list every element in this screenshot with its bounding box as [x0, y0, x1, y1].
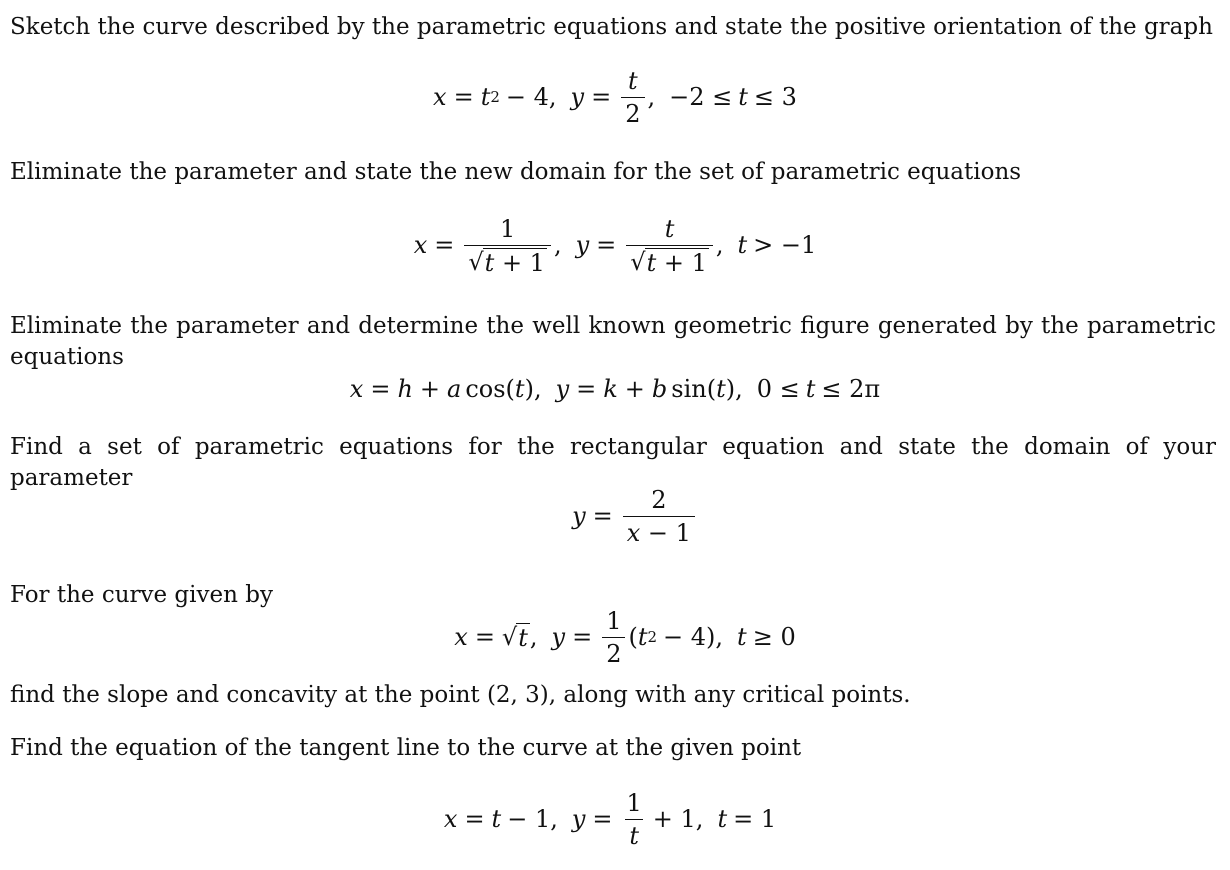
fraction-numerator: 2: [651, 485, 667, 514]
var-x: x: [433, 83, 447, 111]
fraction-denominator: [626, 245, 713, 276]
fraction-denominator: 2: [621, 97, 644, 128]
problem-6-equation: [0, 786, 1230, 852]
equals-sign: =: [434, 231, 455, 259]
comma: ,: [529, 623, 538, 651]
var-y: y: [571, 805, 586, 833]
var-y: y: [575, 231, 590, 259]
fraction-numerator: t: [628, 66, 638, 95]
var-t: t: [805, 375, 816, 403]
var-x: x: [443, 805, 458, 833]
domain-right: ≤ 2π: [821, 375, 881, 403]
close-paren: ),: [725, 375, 743, 403]
problem-5-equation: x = √ t , y = $\frac{1}{2}$ ( t 2 − 4), t ≥ 0: [454, 606, 796, 668]
equals-sign: =: [370, 375, 391, 403]
var-t: t: [518, 624, 528, 652]
var-x: x: [626, 518, 641, 547]
square-root: √ t: [501, 623, 528, 652]
radicand-rest: + 1: [663, 248, 707, 277]
domain-left: 0 ≤: [756, 375, 800, 403]
fraction: [464, 215, 551, 276]
paren-rest: − 4),: [663, 623, 724, 651]
var-t: t: [480, 83, 491, 111]
comma: ,: [647, 83, 656, 111]
problem-1-equation: x = t 2 − 4, y = $\frac{t}{2}$ , −2 ≤ t ≤ 3: [433, 66, 797, 128]
cos-function: cos(: [465, 375, 515, 403]
plus-sign: +: [624, 375, 645, 403]
var-t: t: [484, 248, 495, 277]
problem-3-prompt: Eliminate the parameter and determine the well known geometric figure generated by the parametric equations: [10, 313, 1216, 370]
problem-2-prompt: Eliminate the parameter and state the new domain for the set of parametric equations: [10, 159, 1022, 185]
equals-sign: =: [592, 805, 613, 833]
var-k: k: [603, 375, 618, 403]
fraction: [623, 789, 646, 850]
var-x: x: [349, 375, 364, 403]
var-x: x: [454, 623, 468, 651]
domain-left: −2 ≤: [669, 83, 733, 111]
x-expression-rest: − 1,: [507, 805, 558, 833]
fraction-numerator: 1: [606, 606, 622, 635]
problem-5-question: find the slope and concavity at the point (2, 3), along with any critical points.: [10, 682, 911, 708]
open-paren: (: [628, 623, 638, 651]
problem-6-prompt: Find the equation of the tangent line to the curve at the given point: [10, 735, 802, 761]
var-h: h: [397, 375, 413, 403]
fraction: [602, 607, 625, 668]
radicand-rest: + 1: [501, 248, 545, 277]
equals-sign: =: [464, 805, 485, 833]
problem-4-prompt: Find a set of parametric equations for the rectangular equation and state the domain of your parameter: [10, 434, 1216, 491]
point-value: = 1: [733, 805, 777, 833]
square-root: √ t + 1: [630, 247, 707, 277]
var-t: t: [717, 805, 728, 833]
fraction-numerator: 1: [626, 788, 642, 817]
problem-2-equation: [0, 210, 1230, 280]
denominator-rest: − 1: [647, 518, 691, 547]
x-expression-rest: − 4,: [505, 83, 557, 111]
var-t: t: [514, 375, 525, 403]
var-t: t: [646, 248, 657, 277]
problem-3-equation: [0, 372, 1230, 406]
var-y: y: [551, 623, 566, 651]
var-t: t: [716, 375, 726, 403]
var-y: y: [570, 83, 585, 111]
fraction-numerator: t: [664, 214, 675, 243]
domain-right: ≤ 3: [753, 83, 797, 111]
comma: ,: [553, 231, 562, 259]
domain-right: ≥ 0: [752, 623, 796, 651]
var-t: t: [737, 231, 748, 259]
var-t: t: [737, 623, 747, 651]
problem-1-prompt: Sketch the curve described by the parametric equations and state the positive orientation of the graph: [10, 14, 1213, 40]
equals-sign: =: [474, 623, 495, 651]
var-x: x: [413, 231, 428, 259]
fraction-denominator: [464, 245, 551, 276]
fraction-denominator: 2: [602, 637, 625, 668]
problem-5-prompt: For the curve given by: [10, 582, 273, 608]
comma: ,: [715, 231, 724, 259]
equals-sign: =: [596, 231, 617, 259]
domain-right: > −1: [753, 231, 817, 259]
fraction-denominator: [623, 516, 695, 547]
fraction: [621, 67, 644, 128]
square-root: √ t + 1: [468, 247, 545, 277]
y-expression-rest: + 1,: [652, 805, 704, 833]
fraction-denominator: t: [625, 819, 643, 850]
equals-sign: =: [572, 623, 593, 651]
var-y: y: [555, 375, 570, 403]
equals-sign: =: [591, 83, 612, 111]
sin-function: sin(: [671, 375, 717, 403]
var-y: y: [572, 502, 586, 530]
var-t: t: [491, 805, 502, 833]
equals-sign: =: [453, 83, 474, 111]
fraction-numerator: 1: [500, 214, 516, 243]
problem-4-equation: [0, 483, 1230, 549]
equals-sign: =: [576, 375, 597, 403]
plus-sign: +: [419, 375, 441, 403]
equals-sign: =: [592, 502, 613, 530]
var-t: t: [637, 623, 648, 651]
close-paren: ),: [524, 375, 542, 403]
var-t: t: [738, 83, 748, 111]
fraction: [626, 215, 713, 276]
var-b: b: [651, 375, 668, 403]
var-a: a: [447, 375, 462, 403]
fraction: [623, 486, 695, 547]
